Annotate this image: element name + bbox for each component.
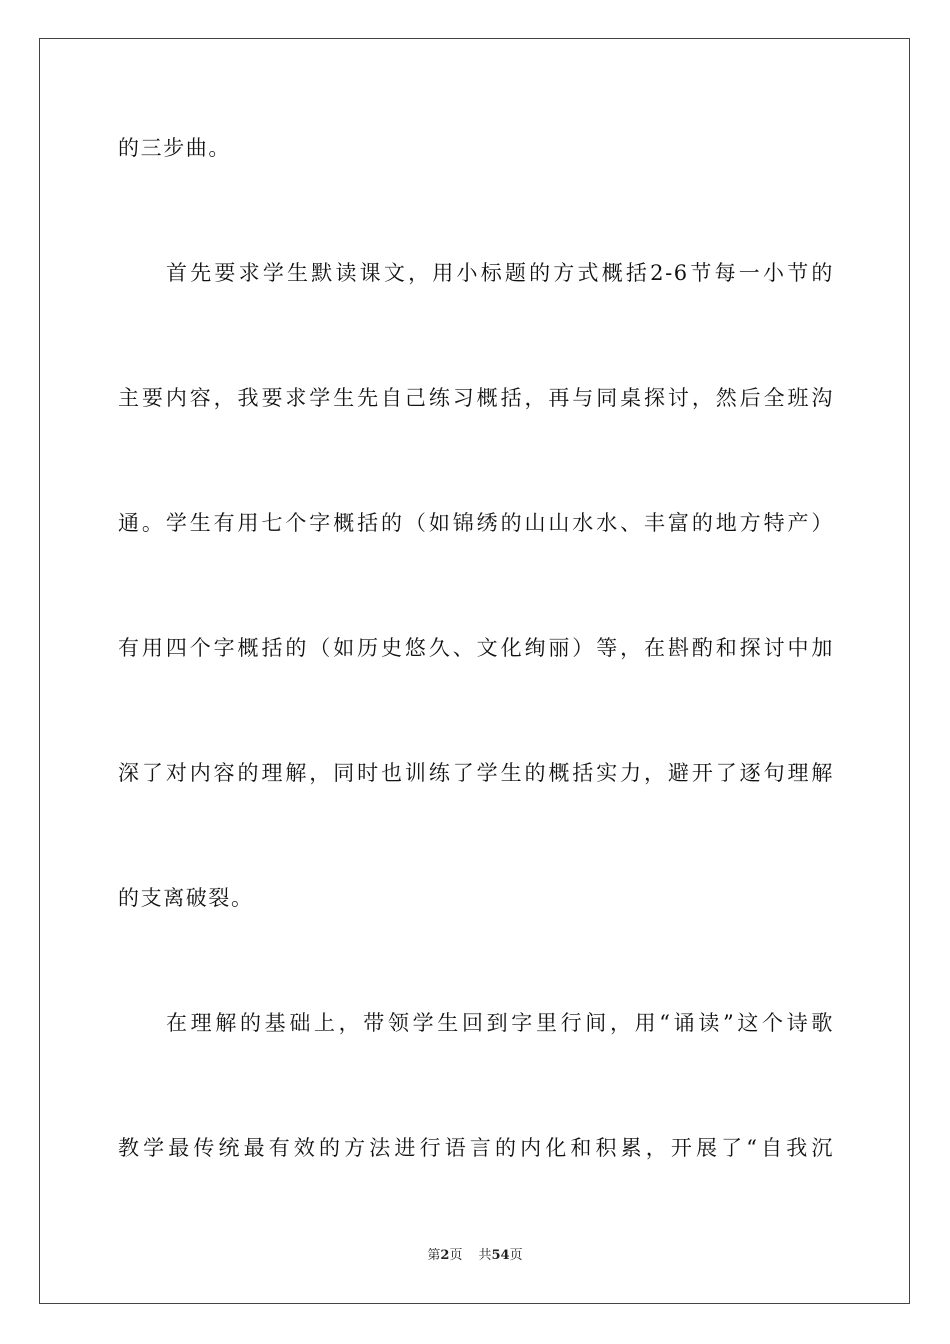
footer-total-prefix: 共 [478,1248,492,1263]
text-line-7: 的支离破裂。 [118,886,254,910]
text-line-5: 有用四个字概括的（如历史悠久、文化绚丽）等，在斟酌和探讨中加 [118,636,834,660]
page-footer [0,1247,950,1265]
total-pages-number: 54 [491,1248,510,1263]
text-line-9: 教学最传统最有效的方法进行语言的内化和积累，开展了“自我沉 [118,1136,834,1160]
text-line-6: 深了对内容的理解，同时也训练了学生的概括实力，避开了逐句理解 [118,761,834,785]
page-border [39,38,910,1304]
text-line-2: 首先要求学生默读课文，用小标题的方式概括2-6节每一小节的 [166,261,834,285]
footer-prefix: 第 [427,1248,441,1263]
footer-total-suffix: 页 [509,1248,523,1263]
text-line-8: 在理解的基础上，带领学生回到字里行间，用“诵读”这个诗歌 [166,1011,834,1035]
text-line-4: 通。学生有用七个字概括的（如锦绣的山山水水、丰富的地方特产） [118,511,834,535]
text-line-3: 主要内容，我要求学生先自己练习概括，再与同桌探讨，然后全班沟 [118,386,834,410]
footer-page-suffix: 页 [449,1248,463,1263]
text-line-1: 的三步曲。 [118,136,231,160]
current-page-number: 2 [440,1248,450,1263]
